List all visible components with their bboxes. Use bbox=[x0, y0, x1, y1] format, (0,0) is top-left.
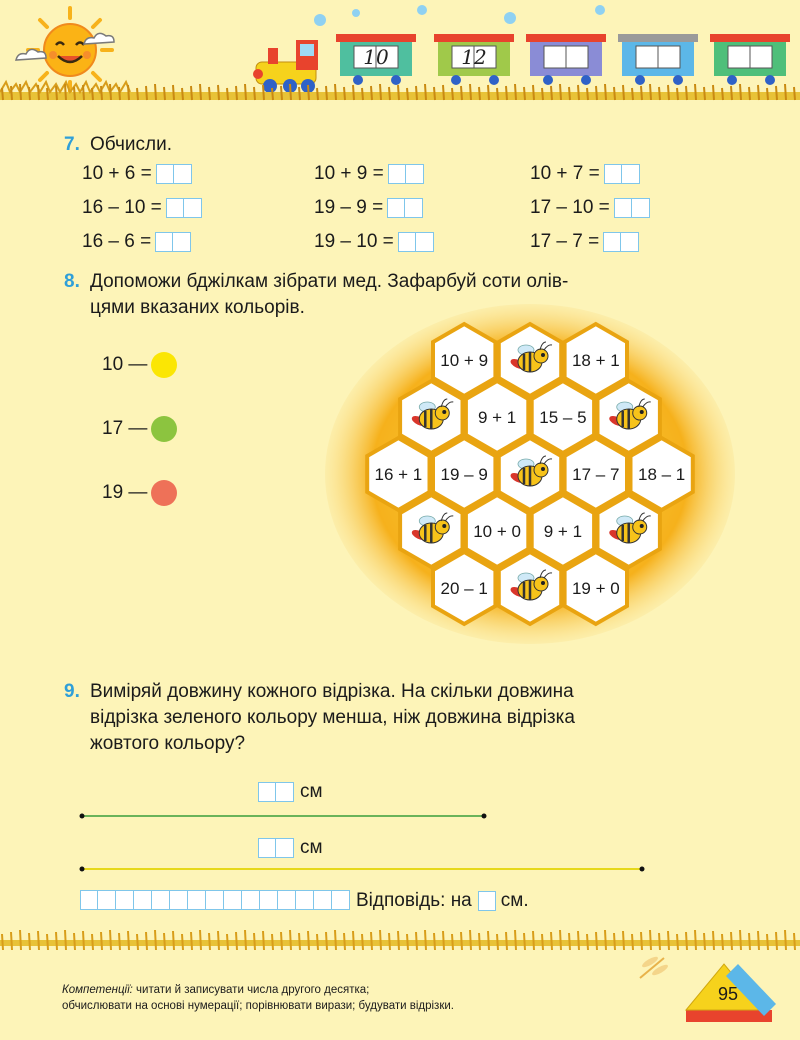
honeycomb-cell-label: 17 – 7 bbox=[572, 465, 620, 484]
task-8-number: 8. bbox=[64, 271, 80, 292]
honeycomb-cell-label: 9 + 1 bbox=[477, 408, 517, 427]
answer-grid-cell[interactable] bbox=[332, 890, 350, 910]
task-7-expr-3-2: 17 – 10 = bbox=[530, 197, 650, 219]
task-7-number: 7. bbox=[64, 134, 80, 155]
legend-item-17: 17 — bbox=[102, 416, 177, 442]
answer-grid-cell[interactable] bbox=[152, 890, 170, 910]
wagon-3 bbox=[526, 34, 606, 85]
answer-grid-cell[interactable] bbox=[80, 890, 98, 910]
task-7-expr-3-1: 10 + 7 = bbox=[530, 163, 640, 185]
answer-grid-cell[interactable] bbox=[206, 890, 224, 910]
green-segment bbox=[78, 810, 498, 822]
task-7-expr-2-3: 19 – 10 = bbox=[314, 231, 434, 253]
legend-item-10: 10 — bbox=[102, 352, 177, 378]
honeycomb-cell-label: 19 + 0 bbox=[571, 579, 620, 598]
task-9-number: 9. bbox=[64, 681, 80, 702]
task-7-expr-3-3: 17 – 7 = bbox=[530, 231, 639, 253]
yellow-dot-icon bbox=[151, 352, 177, 378]
honeycomb-cell-label: 19 – 9 bbox=[440, 465, 488, 484]
answer-grid bbox=[80, 890, 350, 910]
wagon-5 bbox=[710, 34, 790, 85]
honeycomb-cell-label: 20 – 1 bbox=[440, 579, 488, 598]
honeycomb-cell-label: 9 + 1 bbox=[543, 522, 583, 541]
legend-item-19: 19 — bbox=[102, 480, 177, 506]
task-9-line-3: жовтого кольору? bbox=[90, 733, 246, 754]
answer-grid-cell[interactable] bbox=[260, 890, 278, 910]
answer-grid-cell[interactable] bbox=[188, 890, 206, 910]
task-7-expr-1-3: 16 – 6 = bbox=[82, 231, 191, 253]
honeycomb bbox=[320, 304, 740, 644]
honeycomb-cell-label: 18 – 1 bbox=[638, 465, 686, 484]
red-dot-icon bbox=[151, 480, 177, 506]
answer-grid-cell[interactable] bbox=[170, 890, 188, 910]
footer-fence bbox=[0, 930, 800, 952]
wagon-number-2: 12 bbox=[461, 45, 487, 69]
honeycomb-cell-label: 16 + 1 bbox=[374, 465, 423, 484]
task-9-line-1: Виміряй довжину кожного відрізка. На скільки довжина bbox=[90, 681, 574, 702]
answer-grid-cell[interactable] bbox=[242, 890, 260, 910]
answer-grid-cell[interactable] bbox=[278, 890, 296, 910]
dragonfly-icon bbox=[634, 952, 674, 982]
wagon-number-1: 10 bbox=[363, 45, 389, 69]
answer-grid-cell[interactable] bbox=[116, 890, 134, 910]
wagon-4 bbox=[618, 34, 698, 85]
green-length-answer: см bbox=[254, 781, 323, 803]
task-7-expr-2-2: 19 – 9 = bbox=[314, 197, 423, 219]
honeycomb-cell[interactable] bbox=[565, 552, 627, 624]
green-dot-icon bbox=[151, 416, 177, 442]
task-8-line-1: Допоможи бджілкам зібрати мед. Зафарбуй соти олів- bbox=[90, 271, 569, 292]
answer-grid-cell[interactable] bbox=[296, 890, 314, 910]
header-decoration bbox=[0, 0, 800, 110]
answer-line: Відповідь: на см. bbox=[356, 890, 529, 911]
task-7-title: Обчисли. bbox=[90, 134, 173, 155]
task-7-expr-2-1: 10 + 9 = bbox=[314, 163, 424, 185]
honeycomb-cell-label: 18 + 1 bbox=[571, 351, 620, 370]
answer-grid-cell[interactable] bbox=[98, 890, 116, 910]
answer-grid-cell[interactable] bbox=[134, 890, 152, 910]
answer-grid-cell[interactable] bbox=[224, 890, 242, 910]
yellow-length-answer: см bbox=[254, 837, 323, 859]
task-8-line-2: цями вказаних кольорів. bbox=[90, 297, 305, 318]
page-number: 95 bbox=[718, 984, 739, 1004]
honeycomb-cell-label: 15 – 5 bbox=[539, 408, 587, 427]
yellow-segment bbox=[78, 863, 658, 875]
sun-icon bbox=[28, 8, 112, 92]
task-7-expr-1-1: 10 + 6 = bbox=[82, 163, 192, 185]
honeycomb-cell-label: 10 + 0 bbox=[473, 522, 521, 541]
competencies-label: Компетенції: bbox=[62, 984, 133, 996]
competencies-text: Компетенції: читати й записувати числа другого десятка; обчислювати на основі нумерації; порівнювати вирази; будувати відрізки. bbox=[62, 984, 454, 1012]
task-9-line-2: відрізка зеленого кольору менша, ніж довжина відрізка bbox=[90, 707, 575, 728]
task-7-expr-1-2: 16 – 10 = bbox=[82, 197, 202, 219]
answer-grid-cell[interactable] bbox=[314, 890, 332, 910]
honeycomb-bee-cell bbox=[499, 552, 561, 624]
honeycomb-cell-label: 10 + 9 bbox=[440, 351, 489, 370]
honeycomb-cell[interactable] bbox=[433, 552, 495, 624]
